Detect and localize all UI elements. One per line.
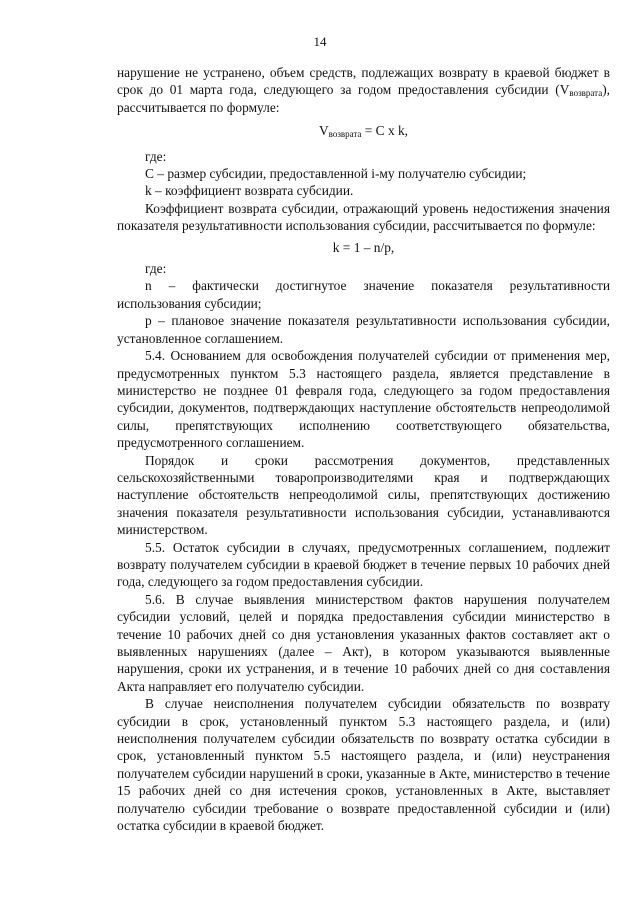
where-label: где: bbox=[145, 148, 167, 164]
paragraph-return-volume bbox=[117, 64, 610, 116]
definition-c: С – размер субсидии, предоставленной i-му получателю субсидии; bbox=[145, 166, 527, 182]
page-number: 14 bbox=[313, 34, 327, 49]
formula-expression: = C x k, bbox=[361, 123, 409, 139]
formula-coefficient: k = 1 – n/p, bbox=[332, 239, 395, 255]
subscript-text: возврата bbox=[569, 88, 603, 99]
paragraph-5-6: 5.6. В случае выявления министерством фактов нарушения получателем субсидии условий, целей и порядка предоставления субсидии министерство в течение 10 рабочих дней со дня установления указанных фактов составляет акт о выявленных нарушениях (далее – Акт), в котором указываются выявленные нарушения, сроки их устранения, и в течение 10 рабочих дней со дня составления Акта направляет его получателю субсидии. bbox=[117, 591, 610, 694]
document-body bbox=[117, 64, 610, 834]
formula-return-volume bbox=[117, 122, 610, 139]
paragraph-5-4: 5.4. Основанием для освобождения получателей субсидии от применения мер, предусмотренных пунктом 5.3 настоящего раздела, является представление в министерство не позднее 01 февраля года, следующего за годом предоставления субсидии, документов, подтверждающих наступление обстоятельств непреодолимой силы, препятствующих исполнению соответствующего обязательства, предусмотренного соглашением. bbox=[117, 348, 610, 451]
paragraph-5-5: 5.5. Остаток субсидии в случаях, предусмотренных соглашением, подлежит возврату получателем субсидии в краевой бюджет в течение первых 10 рабочих дней года, следующего за годом предоставления субсидии. bbox=[117, 539, 610, 590]
paragraph-non-fulfillment: В случае неисполнения получателем субсидии обязательств по возврату субсидии в срок, установленный пунктом 5.3 настоящего раздела, и (или) неисполнения получателем субсидии обязательств по возврату остатка субсидии в срок, установленный пунктом 5.5 настоящего раздела, и (или) неустранения получателем субсидии нарушений в сроки, указанные в Акте, министерство в течение 15 рабочих дней со дня истечения сроков, установленных в Акте, выставляет получателю субсидии требование о возврате предоставленной субсидии и (или) остатка субсидии в краевой бюджет. bbox=[117, 696, 610, 834]
paragraph-coefficient: Коэффициент возврата субсидии, отражающий уровень недостижения значения показателя результативности использования субсидии, рассчитывается по формуле: bbox=[117, 200, 610, 234]
definition-p: p – плановое значение показателя результативности использования субсидии, установленное соглашением. bbox=[117, 313, 610, 346]
where-label: где: bbox=[145, 261, 167, 277]
paragraph-order-terms: Порядок и сроки рассмотрения документов, представленных сельскохозяйственными товаропроизводителями края и подтверждающих наступление обстоятельств непреодолимой силы, препятствующих достижению значения показателя результативности использования субсидии, устанавливаются министерством. bbox=[117, 452, 610, 538]
formula-subscript: возврата bbox=[328, 129, 362, 140]
formula-variable: V bbox=[318, 123, 329, 139]
definition-n: n – фактически достигнутое значение показателя результативности использования субсидии; bbox=[117, 278, 610, 311]
definition-k: k – коэффициент возврата субсидии. bbox=[145, 183, 354, 199]
paragraph-text: ), рассчитывается по формуле: bbox=[117, 82, 610, 115]
paragraph-text: нарушение не устранено, объем средств, подлежащих возврату в краевой бюджет в срок до 01 марта года, следующего за годом предоставления субсидии (V bbox=[117, 65, 610, 98]
